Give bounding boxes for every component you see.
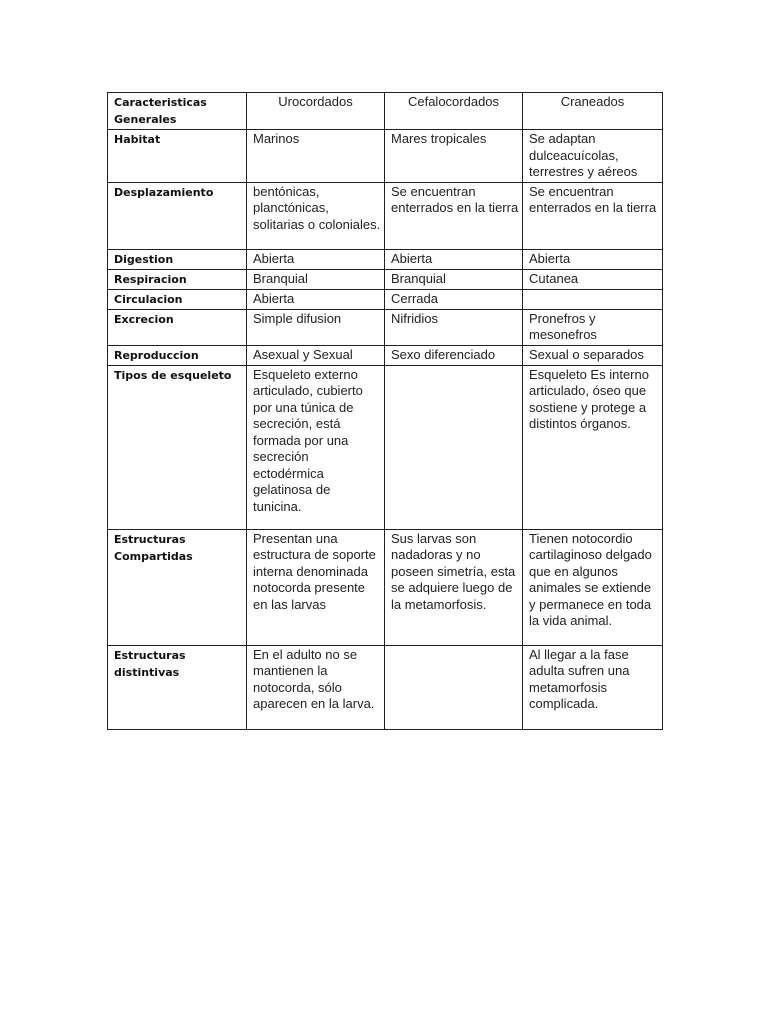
row-label-desplazamiento: Desplazamiento xyxy=(108,182,247,249)
table-row xyxy=(108,289,663,309)
table-cell: Sexo diferenciado xyxy=(385,345,523,365)
table-cell: Al llegar a la fase adulta sufren una metamorfosis complicada. xyxy=(523,645,663,729)
table-row xyxy=(108,309,663,345)
table-row xyxy=(108,130,663,183)
table-cell: Abierta xyxy=(385,249,523,269)
table-row xyxy=(108,345,663,365)
row-label-excrecion: Excrecion xyxy=(108,309,247,345)
table-cell: Asexual y Sexual xyxy=(247,345,385,365)
column-header-urocordados: Urocordados xyxy=(247,93,385,130)
table-row xyxy=(108,249,663,269)
header-label-cell: Caracteristicas Generales xyxy=(108,93,247,130)
table-cell: Marinos xyxy=(247,130,385,183)
row-label-estructuras-compartidas: Estructuras Compartidas xyxy=(108,529,247,645)
table-row xyxy=(108,645,663,729)
table-cell: Se adaptan dulceacuícolas, terrestres y aéreos xyxy=(523,130,663,183)
table-cell: En el adulto no se mantienen la notocorda, sólo aparecen en la larva. xyxy=(247,645,385,729)
table-cell: Esqueleto Es interno articulado, óseo que sostiene y protege a distintos órganos. xyxy=(523,365,663,529)
table-cell: Tienen notocordio cartilaginoso delgado que en algunos animales se extiende y permanece en toda la vida animal. xyxy=(523,529,663,645)
table-cell: Abierta xyxy=(523,249,663,269)
row-label-circulacion: Circulacion xyxy=(108,289,247,309)
row-label-estructuras-distintivas: Estructuras distintivas xyxy=(108,645,247,729)
table-cell: Pronefros y mesonefros xyxy=(523,309,663,345)
table-cell: Se encuentran enterrados en la tierra xyxy=(385,182,523,249)
row-label-habitat: Habitat xyxy=(108,130,247,183)
row-label-reproduccion: Reproduccion xyxy=(108,345,247,365)
table-cell: Sus larvas son nadadoras y no poseen simetría, esta se adquiere luego de la metamorfosis. xyxy=(385,529,523,645)
row-label-digestion: Digestion xyxy=(108,249,247,269)
table-cell: Branquial xyxy=(385,269,523,289)
table-cell: Presentan una estructura de soporte interna denominada notocorda presente en las larvas xyxy=(247,529,385,645)
table-cell xyxy=(385,365,523,529)
table-cell: Sexual o separados xyxy=(523,345,663,365)
table-header-row xyxy=(108,93,663,130)
table-cell: Abierta xyxy=(247,289,385,309)
table-row xyxy=(108,529,663,645)
table-cell: Esqueleto externo articulado, cubierto por una túnica de secreción, está formada por una secreción ectodérmica gelatinosa de tunicina. xyxy=(247,365,385,529)
table-cell: Branquial xyxy=(247,269,385,289)
table-cell: Mares tropicales xyxy=(385,130,523,183)
table-row xyxy=(108,182,663,249)
row-label-respiracion: Respiracion xyxy=(108,269,247,289)
table-cell xyxy=(523,289,663,309)
table-row xyxy=(108,269,663,289)
column-header-cefalocordados: Cefalocordados xyxy=(385,93,523,130)
table-cell: Simple difusion xyxy=(247,309,385,345)
comparison-table xyxy=(107,92,663,730)
table-cell: Nifridios xyxy=(385,309,523,345)
table-row xyxy=(108,365,663,529)
row-label-tipos-de-esqueleto: Tipos de esqueleto xyxy=(108,365,247,529)
table-cell: bentónicas, planctónicas, solitarias o coloniales. xyxy=(247,182,385,249)
table-cell: Cutanea xyxy=(523,269,663,289)
table-cell xyxy=(385,645,523,729)
table-cell: Abierta xyxy=(247,249,385,269)
table-cell: Cerrada xyxy=(385,289,523,309)
table-cell: Se encuentran enterrados en la tierra xyxy=(523,182,663,249)
column-header-craneados: Craneados xyxy=(523,93,663,130)
